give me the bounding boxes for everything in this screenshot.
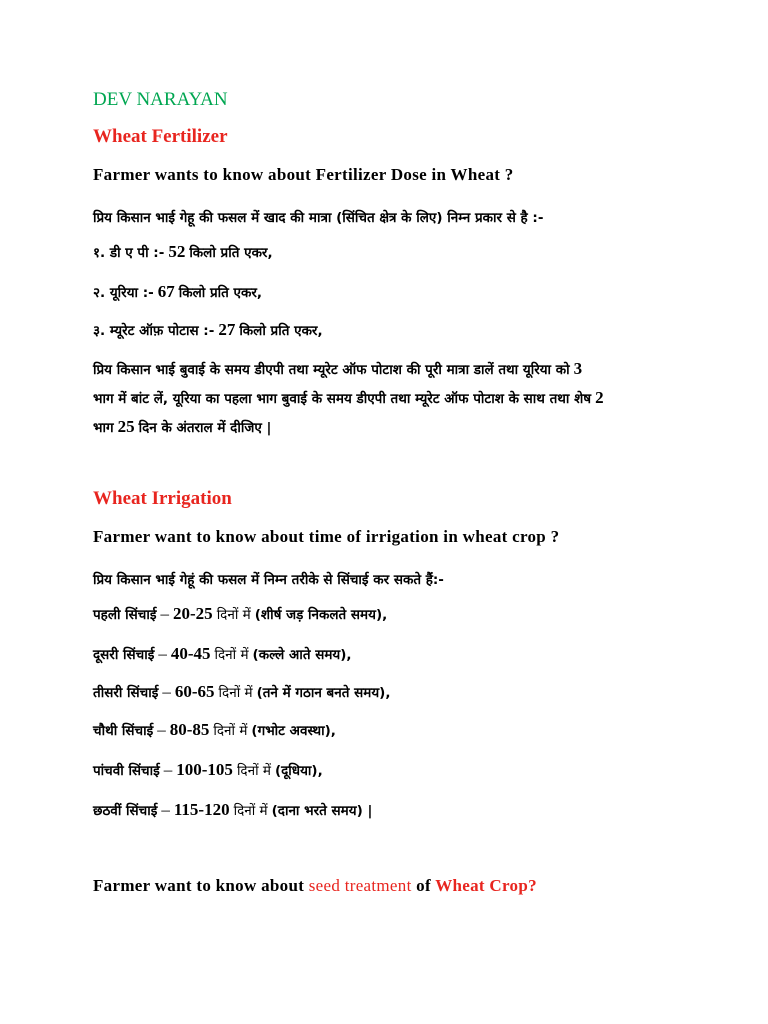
irrigation-item: पहली सिंचाई – 20-25 दिनों में (शीर्ष जड़ निकलते समय), bbox=[93, 604, 388, 623]
question-highlight: seed treatment bbox=[308, 876, 412, 895]
fertilizer-item bbox=[93, 242, 273, 262]
irrigation-stage: (दूधिया), bbox=[274, 763, 323, 779]
irrigation-label: पहली सिंचाई bbox=[93, 607, 157, 623]
seed-treatment-question bbox=[93, 876, 537, 896]
paragraph-line bbox=[93, 413, 683, 442]
fertilizer-item-label: १. डी ए पी :- bbox=[93, 245, 165, 261]
fertilizer-item bbox=[93, 282, 262, 302]
irrigation-unit: दिनों में bbox=[233, 803, 268, 819]
irrigation-days: 60-65 bbox=[174, 682, 215, 701]
irrigation-heading: Wheat Irrigation bbox=[93, 488, 232, 509]
irrigation-unit: दिनों में bbox=[236, 763, 271, 779]
fertilizer-item-label: २. यूरिया :- bbox=[93, 285, 154, 301]
irrigation-stage: (गभोट अवस्था), bbox=[251, 723, 336, 739]
paragraph-number: 2 bbox=[595, 388, 604, 407]
fertilizer-item-unit: किलो प्रति एकर, bbox=[178, 285, 263, 301]
irrigation-label: चौथी सिंचाई bbox=[93, 723, 154, 739]
irrigation-stage: (कल्ले आते समय), bbox=[252, 647, 352, 663]
fertilizer-heading: Wheat Fertilizer bbox=[93, 126, 228, 147]
irrigation-days: 80-85 bbox=[169, 720, 210, 739]
irrigation-label: पांचवी सिंचाई bbox=[93, 763, 160, 779]
irrigation-item: चौथी सिंचाई – 80-85 दिनों में (गभोट अवस्था), bbox=[93, 720, 336, 739]
question-highlight: Wheat Crop? bbox=[435, 876, 537, 895]
irrigation-days: 20-25 bbox=[173, 604, 213, 623]
irrigation-unit: दिनों में bbox=[216, 607, 251, 623]
irrigation-unit: दिनों में bbox=[214, 647, 249, 663]
irrigation-days: 115-120 bbox=[173, 800, 230, 819]
paragraph-text: प्रिय किसान भाई बुवाई के समय डीएपी तथा म्यूरेट ऑफ पोटाश की पूरी मात्रा डालें तथा यूरिया को bbox=[93, 362, 570, 378]
author-name: DEV NARAYAN bbox=[93, 89, 228, 110]
fertilizer-item-label: ३. म्यूरेट ऑफ़ पोटास :- bbox=[93, 323, 215, 339]
question-text: of bbox=[416, 876, 431, 895]
irrigation-item: पांचवी सिंचाई – 100-105 दिनों में (दूधिया), bbox=[93, 760, 323, 779]
irrigation-unit: दिनों में bbox=[213, 723, 248, 739]
irrigation-label: तीसरी सिंचाई bbox=[93, 685, 159, 701]
irrigation-days: 100-105 bbox=[176, 760, 233, 779]
irrigation-stage: (दाना भरते समय) | bbox=[271, 803, 373, 819]
fertilizer-intro: प्रिय किसान भाई गेहू की फसल में खाद की मात्रा (सिंचित क्षेत्र के लिए) निम्न प्रकार से है :- bbox=[93, 210, 544, 226]
fertilizer-item-amount: 67 bbox=[157, 282, 175, 301]
irrigation-label: छठवीं सिंचाई bbox=[93, 803, 158, 819]
irrigation-stage: (तने में गठान बनते समय), bbox=[256, 685, 391, 701]
irrigation-item: छठवीं सिंचाई – 115-120 दिनों में (दाना भरते समय) | bbox=[93, 800, 373, 819]
fertilizer-item-unit: किलो प्रति एकर, bbox=[239, 323, 323, 339]
irrigation-days: 40-45 bbox=[170, 644, 211, 663]
fertilizer-paragraph bbox=[93, 355, 683, 442]
irrigation-intro: प्रिय किसान भाई गेहूं की फसल में निम्न तरीके से सिंचाई कर सकते हैं:- bbox=[93, 572, 444, 588]
question-text: Farmer want to know about bbox=[93, 876, 305, 895]
paragraph-text: दिन के अंतराल में दीजिए | bbox=[138, 420, 272, 436]
fertilizer-item bbox=[93, 320, 323, 340]
irrigation-label: दूसरी सिंचाई bbox=[93, 647, 155, 663]
paragraph-line bbox=[93, 384, 683, 413]
irrigation-unit: दिनों में bbox=[218, 685, 253, 701]
irrigation-item: दूसरी सिंचाई – 40-45 दिनों में (कल्ले आते समय), bbox=[93, 644, 352, 663]
fertilizer-item-unit: किलो प्रति एकर, bbox=[189, 245, 273, 261]
irrigation-item: तीसरी सिंचाई – 60-65 दिनों में (तने में गठान बनते समय), bbox=[93, 682, 391, 701]
fertilizer-item-amount: 52 bbox=[168, 242, 186, 261]
irrigation-stage: (शीर्ष जड़ निकलते समय), bbox=[254, 607, 388, 623]
fertilizer-question: Farmer wants to know about Fertilizer Dose in Wheat ? bbox=[93, 165, 514, 184]
paragraph-text: भाग bbox=[93, 420, 114, 436]
paragraph-number: 3 bbox=[573, 359, 583, 378]
irrigation-question: Farmer want to know about time of irrigation in wheat crop ? bbox=[93, 527, 560, 546]
paragraph-text: भाग में बांट लें, यूरिया का पहला भाग बुवाई के समय डीएपी तथा म्यूरेट ऑफ पोटाश के साथ तथा शेष bbox=[93, 391, 592, 407]
paragraph-number: 25 bbox=[117, 417, 135, 436]
paragraph-line bbox=[93, 355, 683, 384]
fertilizer-item-amount: 27 bbox=[218, 320, 236, 339]
